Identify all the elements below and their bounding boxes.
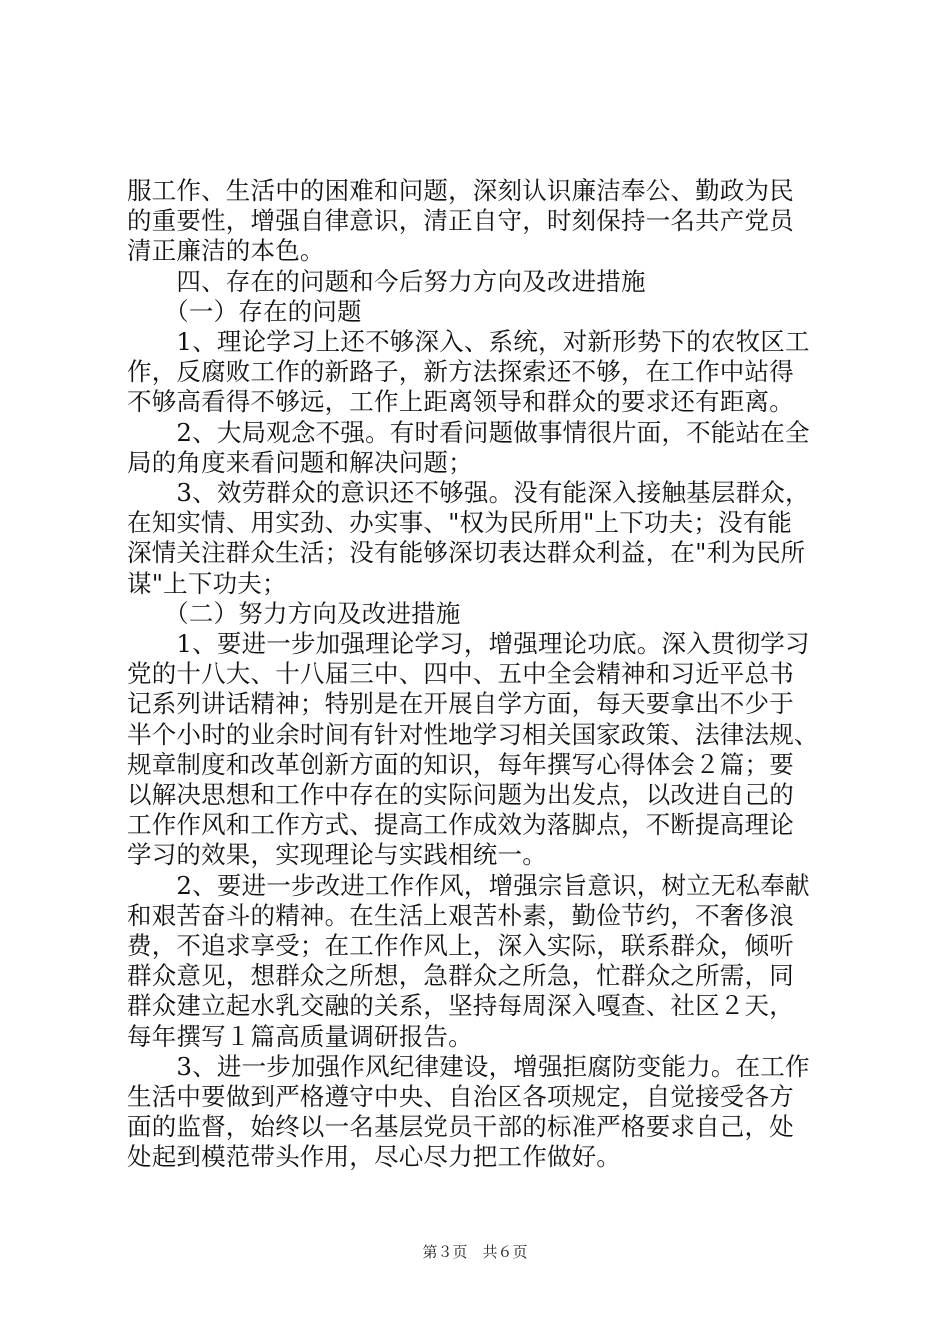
text-line: 记系列讲话精神；特别是在开展自学方面，每天要拿出不少于 xyxy=(127,689,794,719)
text-line: 不够高看得不够远，工作上距离领导和群众的要求还有距离。 xyxy=(127,387,794,417)
subsection-heading: （一）存在的问题 xyxy=(127,296,362,326)
text-line: 谋"上下功夫； xyxy=(127,568,287,598)
text-line: 群众建立起水乳交融的关系，坚持每周深入嘎查、社区２天， xyxy=(127,991,794,1021)
text-line: 1、要进一步加强理论学习，增强理论功底。深入贯彻学习 xyxy=(127,629,810,658)
text-line: 作，反腐败工作的新路子，新方法探索还不够，在工作中站得 xyxy=(127,357,794,387)
text-line: 半个小时的业余时间有针对性地学习相关国家政策、法律法规、 xyxy=(127,719,819,749)
page-number-footer: 第３页 共６页 xyxy=(422,1243,528,1261)
text-line: 处起到模范带头作用，尽心尽力把工作做好。 xyxy=(127,1142,621,1172)
text-line: 深情关注群众生活；没有能够深切表达群众利益，在"利为民所 xyxy=(127,538,806,568)
text-line: 每年撰写１篇高质量调研报告。 xyxy=(127,1021,473,1051)
text-line: 2、要进一步改进工作作风，增强宗旨意识，树立无私奉献 xyxy=(127,870,810,900)
text-line: 党的十八大、十八届三中、四中、五中全会精神和习近平总书 xyxy=(127,659,794,689)
text-line: 服工作、生活中的困难和问题，深刻认识廉洁奉公、勤政为民 xyxy=(127,176,794,205)
text-line: 清正廉洁的本色。 xyxy=(127,236,325,266)
subsection-heading: （二）努力方向及改进措施 xyxy=(127,598,461,628)
text-line: 的重要性，增强自律意识，清正自守，时刻保持一名共产党员 xyxy=(127,206,794,236)
text-line: 规章制度和改革创新方面的知识，每年撰写心得体会２篇；要 xyxy=(127,749,794,779)
text-line: 学习的效果，实现理论与实践相统一。 xyxy=(127,840,547,870)
section-heading: 四、存在的问题和今后努力方向及改进措施 xyxy=(127,266,646,296)
text-line: 局的角度来看问题和解决问题； xyxy=(127,447,473,477)
text-line: 群众意见，想群众之所想，急群众之所急，忙群众之所需，同 xyxy=(127,961,794,991)
text-line: 3、进一步加强作风纪律建设，增强拒腐防变能力。在工作 xyxy=(127,1051,810,1081)
text-line: 在知实情、用实劲、办实事、"权为民所用"上下功夫；没有能 xyxy=(127,508,793,538)
text-line: 3、效劳群众的意识还不够强。没有能深入接触基层群众， xyxy=(127,478,810,507)
text-line: 生活中要做到严格遵守中央、自治区各项规定，自觉接受各方 xyxy=(127,1082,794,1111)
text-line: 以解决思想和工作中存在的实际问题为出发点，以改进自己的 xyxy=(127,780,794,809)
text-line: 工作作风和工作方式、提高工作成效为落脚点，不断提高理论 xyxy=(127,810,794,840)
text-line: 1、理论学习上还不够深入、系统，对新形势下的农牧区工 xyxy=(127,327,810,356)
text-line: 2、大局观念不强。有时看问题做事情很片面，不能站在全 xyxy=(127,417,810,447)
text-line: 费，不追求享受；在工作作风上，深入实际，联系群众，倾听 xyxy=(127,931,794,960)
text-line: 和艰苦奋斗的精神。在生活上艰苦朴素，勤俭节约，不奢侈浪 xyxy=(127,900,794,930)
text-line: 面的监督，始终以一名基层党员干部的标准严格要求自己，处 xyxy=(127,1112,794,1142)
